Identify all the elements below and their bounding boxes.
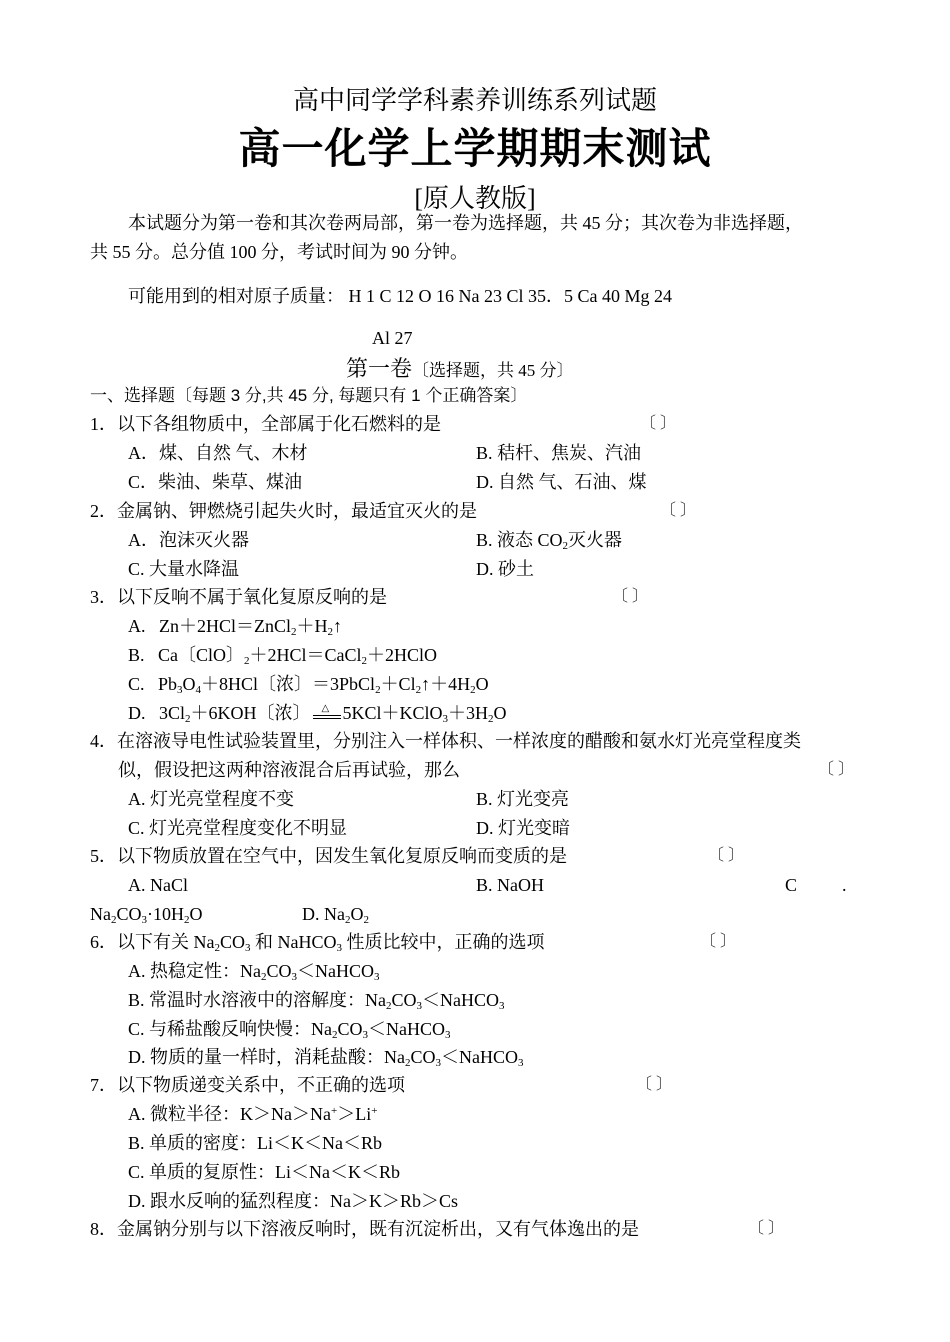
q3-option-a: A. $Zn+2HCl=ZnCl_2+H_2↑$	[128, 616, 343, 638]
question-4-continued: 似，假设把这两种溶液混合后再试验，那么	[118, 760, 460, 780]
question-1	[90, 413, 441, 435]
question-number: 8．	[90, 1219, 117, 1239]
q4-option-d: D. 灯光变暗	[476, 818, 570, 838]
q2-option-b-text: B. 液态 CO	[476, 530, 563, 550]
question-8	[90, 1218, 639, 1240]
section-title	[346, 352, 574, 383]
section-title-main: 第一卷	[346, 356, 413, 381]
option-label: D.	[302, 904, 324, 924]
option-text: C. 与稀盐酸反响快慢：	[128, 1019, 312, 1039]
question-number: 2．	[90, 501, 117, 521]
q5-option-b: B. NaOH	[476, 875, 544, 895]
question-stem: 以下物质递变关系中，不正确的选项	[117, 1075, 405, 1095]
question-3	[90, 586, 387, 608]
question-stem: 以下各组物质中，全部属于化石燃料的是	[117, 414, 441, 434]
question-stem: 以下物质放置在空气中，因发生氧化复原反响而变质的是	[117, 846, 567, 866]
subscript: 2	[562, 540, 569, 552]
question-stem-part: 和 NaHCO	[255, 932, 337, 952]
q6-option-b: B. 常温时水溶液中的溶解度：$Na_2CO_3<NaHCO_3$	[128, 990, 505, 1012]
exam-series-subtitle: 高中同学学科素养训练系列试题	[292, 86, 657, 115]
answer-blank-7: 〔 〕	[636, 1076, 673, 1093]
q5-option-d: D. $Na_2O_2$	[302, 904, 369, 926]
answer-blank-5: 〔 〕	[708, 847, 745, 864]
question-number: 5．	[90, 846, 117, 866]
intro-line-2: 共 55 分。总分值 100 分，考试时间为 90 分钟。	[90, 242, 468, 262]
atomic-mass-line: 可能用到的相对原子质量： H 1 C 12 O 16 Na 23 Cl 35．5 Ca 40 Mg 24	[128, 286, 672, 306]
option-label: C.	[128, 674, 145, 694]
answer-blank-6: 〔 〕	[700, 933, 737, 950]
question-number: 3．	[90, 587, 117, 607]
option-text-tail: ＞Li	[337, 1104, 372, 1124]
q1-option-b: B. 秸杆、焦炭、汽油	[476, 443, 642, 463]
q1-option-c: C．柴油、柴草、煤油	[128, 472, 303, 492]
q6-option-c: C. 与稀盐酸反响快慢：$Na_2CO_3<NaHCO_3$	[128, 1019, 451, 1041]
option-text: D. 物质的量一样时，消耗盐酸：	[128, 1047, 384, 1067]
exam-title: 高一化学上学期期末测试	[238, 127, 712, 173]
heating-arrow: △	[313, 708, 341, 722]
q2-option-d: D. 砂土	[476, 559, 534, 579]
q5-option-c-label: C	[785, 875, 798, 895]
option-label: A.	[128, 616, 146, 636]
answer-blank-3: 〔 〕	[612, 588, 649, 605]
q5-option-c-text: $Na_2CO_3\cdot 10H_2O$	[90, 904, 203, 926]
option-text: B. 常温时水溶液中的溶解度：	[128, 990, 366, 1010]
question-stem: 金属钠分别与以下溶液反响时，既有沉淀析出，又有气体逸出的是	[117, 1219, 639, 1239]
question-2	[90, 500, 477, 522]
q4-option-a: A. 灯光亮堂程度不变	[128, 789, 294, 809]
q3-option-d: D. $3Cl_2+6KOH$〔浓〕 △ $5KCl+KClO_3+3H_2O$	[128, 702, 507, 725]
section-title-note: 〔选择题，共 45 分〕	[412, 361, 574, 380]
q1-option-d: D. 自然 气、石油、煤	[476, 472, 647, 492]
question-stem: 以下反响不属于氧化复原反响的是	[117, 587, 387, 607]
q5-option-a: A. NaCl	[128, 875, 188, 895]
question-stem: 以下有关 Na	[117, 932, 215, 952]
q4-option-b: B. 灯光变亮	[476, 789, 570, 809]
answer-blank-8: 〔 〕	[748, 1220, 785, 1237]
q2-option-b	[476, 529, 622, 551]
option-text: A. 热稳定性：	[128, 961, 240, 981]
answer-blank-1: 〔 〕	[640, 415, 677, 432]
question-stem-part: 性质比较中，正确的选项	[346, 932, 545, 952]
q5-option-c-dot: .	[842, 875, 847, 895]
question-6: 6．以下有关 $Na_2CO_3$ 和 NaHCO$_3$ 性质比较中，正确的选项	[90, 932, 545, 954]
option-label: B.	[128, 645, 145, 665]
section-heading: 一、选择题〔每题 3 分,共 45 分, 每题只有 1 个正确答案〕	[90, 386, 528, 405]
q6-option-a: A. 热稳定性：$Na_2CO_3<NaHCO_3$	[128, 961, 380, 983]
q7-option-d: D. 跟水反响的猛烈程度：Na＞K＞Rb＞Cs	[128, 1191, 459, 1211]
question-7	[90, 1074, 405, 1096]
q1-option-a: A．煤、自然 气、木材	[128, 443, 308, 463]
q3-option-b: B. Ca〔ClO〕$_2$＋2HCl＝CaCl$_2$＋2HClO	[128, 645, 438, 667]
answer-blank-4: 〔 〕	[818, 761, 855, 778]
q3-option-c: C. $Pb_3O_4+8HCl$〔浓〕$=3PbCl_2+Cl_2↑+4H_2O$	[128, 674, 489, 696]
question-number: 1．	[90, 414, 117, 434]
q7-option-b: B. 单质的密度：Li＜K＜Na＜Rb	[128, 1133, 382, 1153]
edition-label: [原人教版]	[414, 184, 536, 213]
atomic-mass-continued: Al 27	[372, 328, 413, 348]
question-stem: 金属钠、钾燃烧引起失火时，最适宜灭火的是	[117, 501, 477, 521]
question-number: 7．	[90, 1075, 117, 1095]
question-number: 4．	[90, 731, 117, 751]
q7-option-a: A. 微粒半径：K＞Na＞Na+＞Li+	[128, 1104, 378, 1124]
q7-option-c: C. 单质的复原性：Li＜Na＜K＜Rb	[128, 1162, 400, 1182]
option-text: A. 微粒半径：K＞Na＞Na	[128, 1104, 331, 1124]
q4-option-c: C. 灯光亮堂程度变化不明显	[128, 818, 348, 838]
option-label: D.	[128, 703, 146, 723]
answer-blank-2: 〔 〕	[660, 502, 697, 519]
q6-option-d: D. 物质的量一样时，消耗盐酸：$Na_2CO_3<NaHCO_3$	[128, 1047, 524, 1069]
question-5	[90, 845, 567, 867]
question-4	[90, 730, 801, 752]
q2-option-c: C. 大量水降温	[128, 559, 240, 579]
intro-line-1: 本试题分为第一卷和其次卷两局部，第一卷为选择题，共 45 分；其次卷为非选择题，	[128, 213, 803, 233]
q2-option-b-tail: 灭火器	[568, 530, 623, 550]
question-number: 6．	[90, 932, 117, 952]
question-stem: 在溶液导电性试验装置里，分别注入一样体积、一样浓度的醋酸和氨水灯光亮堂程度类	[117, 731, 801, 751]
q2-option-a: A．泡沫灭火器	[128, 530, 249, 550]
